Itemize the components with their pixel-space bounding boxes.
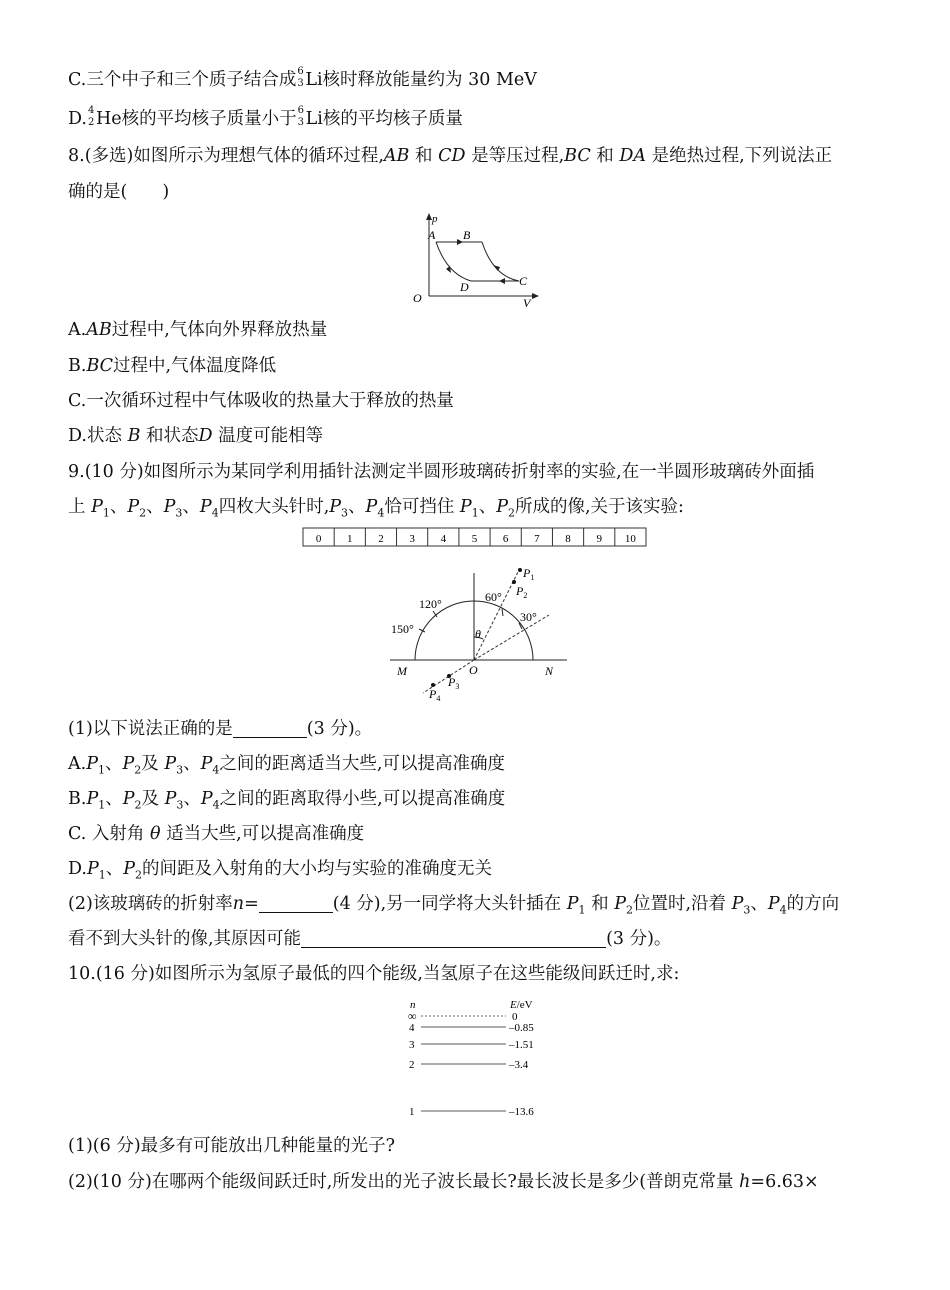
axis-p-label: p	[432, 213, 438, 225]
angle-150-label: 150°	[391, 622, 414, 636]
q10-stem: 10.(16 分)如图所示为氢原子最低的四个能级,当氢原子在这些能级间跃迁时,求:	[68, 964, 680, 984]
q8-option-b: B.BC过程中,气体温度降低	[68, 356, 277, 376]
state-d-label: D	[460, 280, 469, 294]
pv-cycle-diagram	[405, 210, 555, 310]
level-1-label: 1	[409, 1106, 415, 1118]
q9-option-d: $D.P_1$、$P_2$的间距及入射角的大小均与实验的准确度无关	[68, 859, 493, 882]
isotope-he4: 4 2	[87, 105, 95, 128]
energy-4-value: –0.85	[509, 1022, 534, 1034]
energy-2-value: –3.4	[509, 1059, 529, 1071]
level-inf-label: ∞	[408, 1009, 417, 1023]
level-4-label: 4	[409, 1022, 415, 1034]
axis-n-label: n	[410, 999, 416, 1011]
energy-1-value: –13.6	[509, 1106, 534, 1118]
q9-sub2-line1: (2)该玻璃砖的折射率n= (4 分),另一同学将大头针插在 $P_1$ 和 $P_2$位置时,沿着 $P_3$、$P_4$的方向	[68, 894, 840, 917]
answer-blank-3[interactable]	[301, 929, 606, 948]
ruler-tick-label: 5	[471, 533, 478, 545]
q7-d-mid: 核的平均核子质量小于	[121, 109, 297, 129]
q7-option-c	[68, 68, 537, 92]
element-he: He	[95, 109, 122, 129]
origin-label: O	[413, 291, 422, 305]
q9-option-a: $A.P_1$、$P_2$及 $P_3$、$P_4$之间的距离适当大些,可以提高准确度	[68, 754, 505, 777]
ruler-tick-label: 6	[502, 533, 509, 545]
isotope-li6-b: 6 3	[297, 105, 304, 128]
answer-blank-2[interactable]	[259, 894, 333, 913]
ruler-tick-label: 0	[315, 533, 322, 545]
point-o-label: O	[469, 663, 478, 677]
q8-option-d: D.状态 B 和状态D 温度可能相等	[68, 426, 324, 446]
q8-option-c: C.一次循环过程中气体吸收的热量大于释放的热量	[68, 391, 454, 411]
q9-stem-line2: 上 $P_1$、$P_2$、$P_3$、$P_4$四枚大头针时$,P_3$、$P_4$恰可挡住 $P_1$、$P_2$所成的像,关于该实验:	[68, 497, 684, 520]
level-3-label: 3	[409, 1039, 415, 1051]
q8-option-a: A.AB过程中,气体向外界释放热量	[68, 320, 328, 340]
ruler-tick-label: 2	[378, 533, 384, 545]
q8-stem-line2: 确的是( )	[68, 182, 170, 202]
q9-sub2-line2: 看不到大头针的像,其原因可能 (3 分)。	[68, 929, 672, 949]
q9-option-b: $B.P_1$、$P_2$及 $P_3$、$P_4$之间的距离取得小些,可以提高准确度	[68, 789, 506, 812]
theta-label: θ	[475, 627, 481, 641]
isotope-li6: 6 3	[297, 66, 304, 89]
ruler-scale	[302, 527, 648, 549]
ruler-tick-label: 9	[596, 533, 602, 545]
q9-option-c: C. 入射角 θ 适当大些,可以提高准确度	[68, 824, 365, 844]
point-m-label: M	[397, 664, 407, 678]
energy-inf-value: 0	[512, 1011, 518, 1023]
answer-blank-1[interactable]	[233, 719, 307, 738]
state-c-label: C	[519, 274, 528, 288]
semicircle-refraction-diagram	[385, 555, 575, 705]
ruler-tick-label: 7	[534, 533, 540, 545]
pin-p1-label: $P_1$	[523, 566, 535, 582]
point-n-label: N	[545, 664, 554, 678]
q7-d-end: 核的平均核子质量	[322, 109, 463, 129]
pin-p3-label: $P_3$	[448, 675, 460, 691]
q8-stem-line1: 8.(多选)如图所示为理想气体的循环过程,AB 和 CD 是等压过程,BC 和 DA 是绝热过程,下列说法正	[68, 146, 833, 166]
hydrogen-energy-level-diagram	[400, 996, 560, 1122]
q9-sub1: (1)以下说法正确的是 (3 分)。	[68, 719, 373, 739]
energy-3-value: –1.51	[509, 1039, 534, 1051]
pin-p4-label: $P_4$	[429, 687, 441, 703]
axis-v-label: V	[523, 296, 531, 310]
q7-d-label: D.	[68, 109, 87, 129]
q7-c-text: C.三个中子和三个质子结合成	[68, 70, 297, 90]
ruler-tick-label: 3	[409, 533, 415, 545]
element-li-b: Li	[305, 109, 323, 129]
level-2-label: 2	[409, 1059, 415, 1071]
ruler-tick-label: 8	[565, 533, 571, 545]
q9-stem-line1: 9.(10 分)如图所示为某同学利用插针法测定半圆形玻璃砖折射率的实验,在一半圆形玻璃砖外面插	[68, 462, 815, 482]
axis-e-label: E/eV	[510, 999, 533, 1011]
angle-120-label: 120°	[419, 597, 442, 611]
q10-sub2: (2)(10 分)在哪两个能级间跃迁时,所发出的光子波长最长?最长波长是多少(普朗克常量 h=6.63×	[68, 1172, 819, 1192]
angle-60-label: 60°	[485, 590, 502, 604]
element-li: Li	[305, 70, 323, 90]
q7-c-text-end: 核时释放能量约为 30 MeV	[322, 70, 537, 90]
state-a-label: A	[428, 228, 436, 242]
q10-sub1: (1)(6 分)最多有可能放出几种能量的光子?	[68, 1136, 396, 1156]
angle-30-label: 30°	[520, 610, 537, 624]
q7-option-d	[68, 107, 463, 131]
ruler-tick-label: 4	[440, 533, 447, 545]
state-b-label: B	[463, 228, 471, 242]
pin-p2-label: $P_2$	[516, 584, 528, 600]
ruler-tick-label: 10	[624, 533, 636, 545]
ruler-tick-label: 1	[347, 533, 353, 545]
